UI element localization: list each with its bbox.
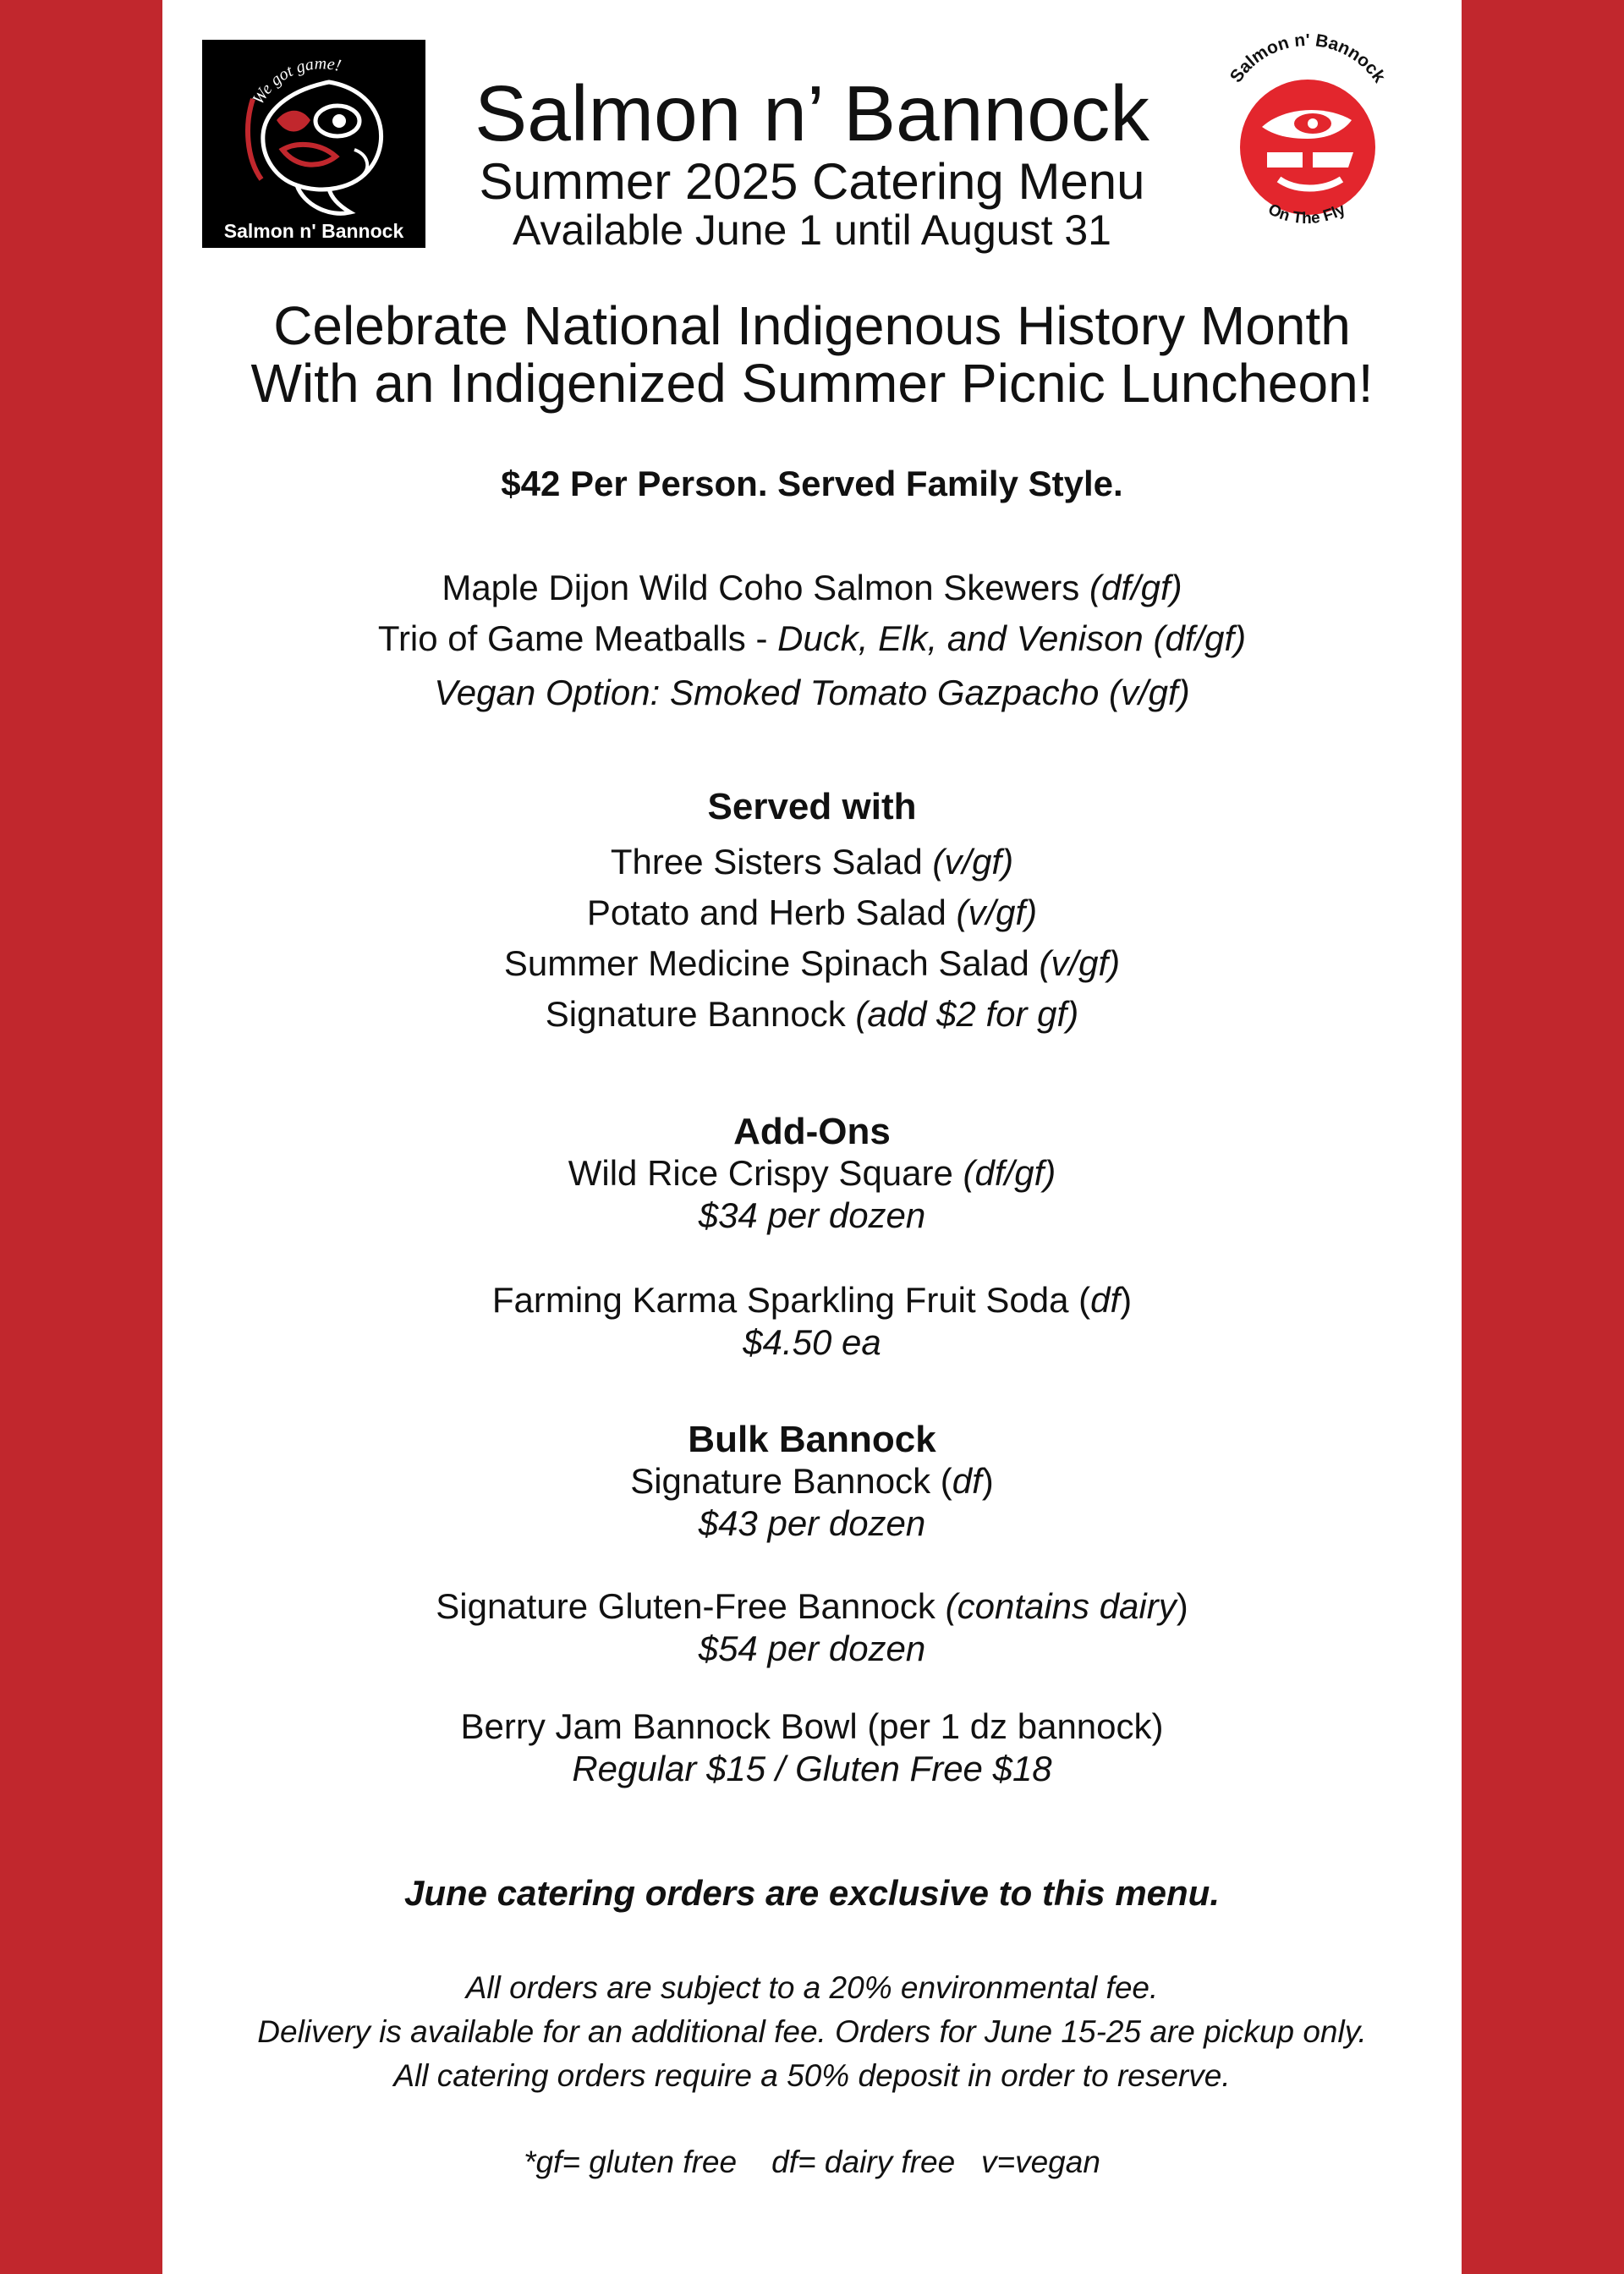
right-logo-bottom-text: On The Fly: [1265, 200, 1349, 228]
add-on-name: Wild Rice Crispy Square: [568, 1153, 963, 1193]
main-item-tag: Vegan Option: Smoked Tomato Gazpacho (v/gf): [434, 673, 1190, 712]
page-title: Salmon n’ Bannock: [475, 69, 1149, 157]
headline-line1: Celebrate National Indigenous History Month: [273, 295, 1351, 356]
add-on-tag: (df/gf): [963, 1153, 1056, 1193]
add-on-price: $34 per dozen: [698, 1195, 926, 1235]
left-logo-bottom-text: Salmon n' Bannock: [223, 220, 404, 242]
delivery-note: Delivery is available for an additional fee. Orders for June 15-25 are pickup only.: [257, 2014, 1367, 2049]
main-item: [162, 618, 1462, 660]
main-item: [162, 672, 1462, 714]
bulk-item-name: Signature Gluten-Free Bannock: [436, 1586, 946, 1626]
side-item-name: Three Sisters Salad: [610, 842, 933, 882]
side-item-tag: (v/gf): [956, 893, 1038, 932]
left-logo-top-text: We got game!: [249, 54, 343, 108]
side-item-tag: (add $2 for gf): [855, 994, 1079, 1034]
side-item-name: Summer Medicine Spinach Salad: [503, 943, 1040, 983]
side-item: [162, 892, 1462, 934]
right-logo-top-text: Salmon n' Bannock: [1226, 34, 1390, 86]
main-item: [162, 567, 1462, 609]
side-item: [162, 942, 1462, 985]
bulk-item-tag: df: [952, 1461, 982, 1501]
bulk-item: [162, 1460, 1462, 1502]
add-on-close: ): [1120, 1280, 1133, 1320]
side-item-tag: (v/gf): [932, 842, 1014, 882]
main-item-name: Maple Dijon Wild Coho Salmon Skewers: [442, 568, 1089, 607]
main-item-tag: Duck, Elk, and Venison (df/gf): [777, 618, 1247, 658]
add-on-item: [162, 1152, 1462, 1195]
menu-subtitle: Summer 2025 Catering Menu: [479, 153, 1145, 210]
add-on-name: Farming Karma Sparkling Fruit Soda (: [491, 1280, 1091, 1320]
bulk-item: [162, 1585, 1462, 1628]
main-item-tag: (df/gf): [1089, 568, 1182, 607]
fee-note: All orders are subject to a 20% environmental fee.: [465, 1970, 1159, 2005]
headline-line2: With an Indigenized Summer Picnic Luncheon!: [250, 353, 1374, 414]
exclusive-notice: June catering orders are exclusive to this menu.: [403, 1873, 1220, 1913]
dietary-legend: *gf= gluten free df= dairy free v=vegan: [524, 2145, 1100, 2179]
side-item-name: Signature Bannock: [545, 994, 856, 1034]
bulk-item-close: ): [1176, 1586, 1188, 1626]
main-item-name: Trio of Game Meatballs -: [377, 618, 778, 658]
side-item: [162, 841, 1462, 883]
bulk-item-price: $54 per dozen: [698, 1629, 926, 1668]
price-line: $42 Per Person. Served Family Style.: [501, 464, 1123, 503]
side-item-tag: (v/gf): [1039, 943, 1121, 983]
side-item-name: Potato and Herb Salad: [586, 893, 957, 932]
menu-page: [162, 0, 1462, 2274]
add-on-price: $4.50 ea: [743, 1322, 881, 1362]
availability-dates: Available June 1 until August 31: [513, 206, 1111, 254]
served-with-heading: Served with: [707, 786, 917, 827]
bulk-item-tag: (contains dairy: [945, 1586, 1177, 1626]
bulk-item-price: $43 per dozen: [698, 1503, 926, 1543]
bulk-item-name: Berry Jam Bannock Bowl (per 1 dz bannock): [460, 1706, 1164, 1746]
bulk-item-close: ): [981, 1461, 994, 1501]
add-on-tag: df: [1090, 1280, 1121, 1320]
add-on-item: [162, 1279, 1462, 1321]
bulk-item-price: Regular $15 / Gluten Free $18: [572, 1749, 1052, 1788]
deposit-note: All catering orders require a 50% deposit in order to reserve.: [393, 2058, 1231, 2093]
side-item: [162, 993, 1462, 1035]
bulk-item: [162, 1706, 1462, 1748]
bulk-bannock-heading: Bulk Bannock: [688, 1419, 936, 1460]
bulk-item-name: Signature Bannock (: [630, 1461, 952, 1501]
add-ons-heading: Add-Ons: [733, 1111, 891, 1152]
